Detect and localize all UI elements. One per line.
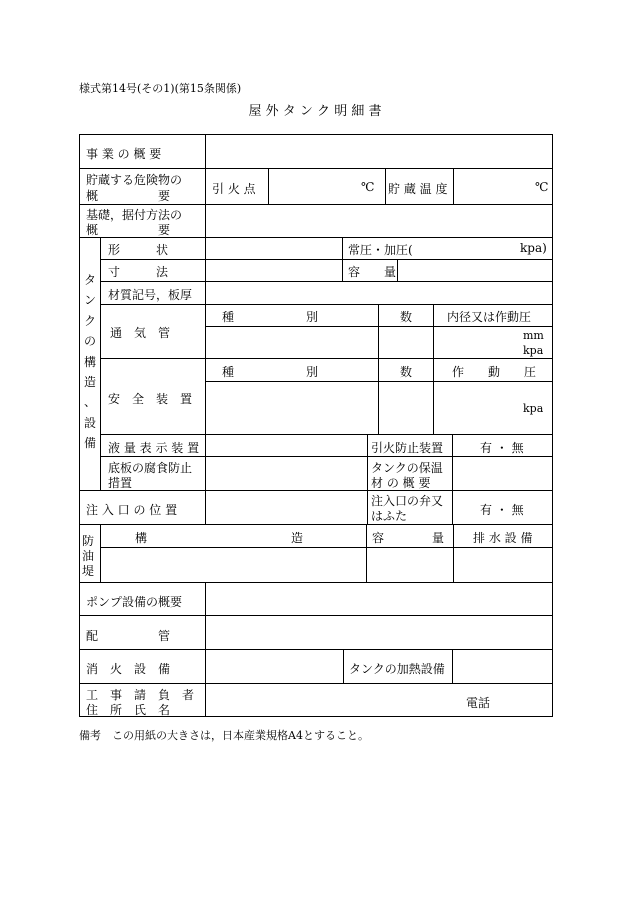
storage-temp-unit: ℃ (535, 180, 549, 194)
form-number: 様式第14号(その1)(第15条関係) (79, 82, 242, 95)
heating-equipment-label: タンクの加熱設備 (349, 662, 445, 676)
pressure-label: 常圧・加圧( (348, 243, 413, 257)
level-indicator-label: 液 量 表 示 装 置 (108, 441, 200, 455)
dike-structure-header: 構 造 (135, 531, 304, 545)
contractor-label-2: 住 所 氏 名 (86, 703, 171, 717)
inlet-valve-label-1: 注入口の弁又 (371, 494, 444, 508)
vent-kpa-unit: kpa (523, 344, 544, 357)
footer-note: 備考 この用紙の大きさは，日本産業規格A4とすること。 (79, 729, 369, 742)
page-title: 屋 外 タ ン ク 明 細 書 (248, 104, 382, 119)
safety-count-header: 数 (400, 365, 413, 379)
insulation-label-1: タンクの保温 (371, 461, 443, 475)
bottom-corrosion-label-1: 底板の腐食防止 (108, 461, 193, 475)
inlet-valve-label-2: はふた (371, 509, 408, 523)
drainage-header: 排 水 設 備 (473, 531, 533, 545)
capacity-label: 容 量 (348, 265, 397, 279)
dimensions-label: 寸 法 (108, 265, 169, 279)
flame-arrester-yes-no: 有 ・ 無 (480, 441, 524, 455)
foundation-label-2: 概 要 (86, 223, 171, 237)
vent-pipe-label: 通 気 管 (110, 326, 171, 340)
shape-label: 形 状 (108, 243, 169, 257)
business-overview-label: 事 業 の 概 要 (86, 147, 162, 161)
flame-arrester-label: 引火防止装置 (371, 441, 444, 455)
dangerous-goods-label-1: 貯蔵する危険物の (86, 173, 183, 187)
safety-kpa-unit: kpa (523, 402, 544, 415)
dike-vertical-label: 防 油 堤 (82, 534, 95, 578)
material-label: 材質記号，板厚 (108, 288, 193, 302)
inlet-position-label: 注 入 口 の 位 置 (86, 503, 178, 517)
inlet-valve-yes-no: 有 ・ 無 (480, 503, 524, 517)
storage-temp-label: 貯 蔵 温 度 (388, 182, 448, 196)
dike-capacity-header: 容 量 (372, 531, 445, 545)
vent-mm-unit: mm (523, 329, 544, 342)
pump-overview-label: ポンプ設備の概要 (86, 595, 183, 609)
phone-label: 電話 (466, 696, 491, 710)
vent-diameter-header: 内径又は作動圧 (447, 310, 532, 324)
safety-device-label: 安 全 装 置 (108, 392, 193, 406)
contractor-label-1: 工 事 請 負 者 (86, 688, 195, 702)
foundation-label-1: 基礎，据付方法の (86, 208, 183, 222)
tank-structure-vertical-label: タ ン ク の 構 造 、 設 備 (83, 273, 96, 450)
safety-pressure-header: 作 動 圧 (452, 365, 537, 379)
insulation-label-2: 材 の 概 要 (371, 476, 431, 490)
vent-count-header: 数 (400, 310, 413, 324)
flash-point-unit: ℃ (361, 180, 375, 194)
vent-type-header: 種 別 (222, 310, 319, 324)
bottom-corrosion-label-2: 措置 (108, 476, 133, 490)
flash-point-label: 引 火 点 (212, 182, 256, 196)
safety-type-header: 種 別 (222, 365, 319, 379)
fire-equipment-label: 消 火 設 備 (86, 662, 171, 676)
dangerous-goods-label-2: 概 要 (86, 189, 171, 203)
pressure-unit: kpa) (520, 241, 547, 255)
piping-label: 配 管 (86, 629, 171, 643)
